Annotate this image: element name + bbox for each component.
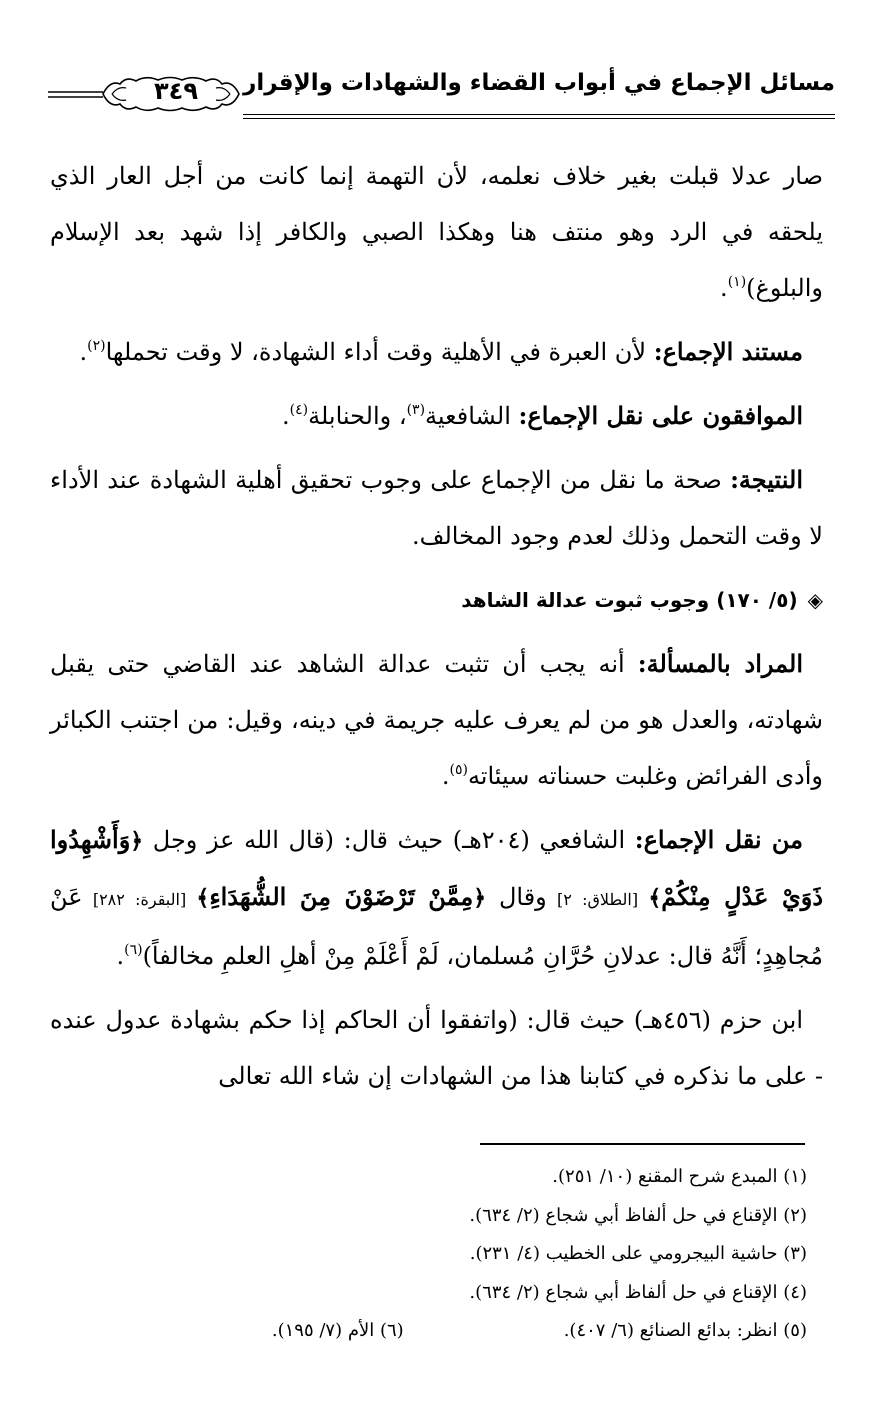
paragraph-text: الشافعي (٢٠٤هـ) حيث قال: (قال الله عز وجل — [143, 826, 635, 854]
quran-verse: وَأَشْهِدُوا ذَوَيْ عَدْلٍ مِنْكُمْ — [50, 825, 823, 911]
footnote-4: (٤) الإقناع في حل ألفاظ أبي شجاع (٢/ ٦٣٤). — [469, 1281, 807, 1303]
verse-reference: [الطلاق: ٢] — [546, 890, 649, 909]
paragraph-text: صحة ما نقل من الإجماع على وجوب تحقيق أهلية الشهادة عند الأداء لا وقت التحمل وذلك لعدم وجود المخالف. — [50, 466, 823, 550]
footnote-6: (٦) الأم (٧/ ١٩٥). — [271, 1320, 404, 1341]
footnote-ref: (٢) — [87, 338, 106, 354]
paragraph-text: أنه يجب أن تثبت عدالة الشاهد عند القاضي حتى يقبل شهادته، والعدل هو من لم يعرف عليه جريمة في دينه، وقيل: من اجتنب الكبائر وأدى الفرائض وغلبت حسناته سيئاته — [50, 650, 823, 790]
page-number-box — [48, 72, 253, 116]
paragraph-agreeing — [50, 388, 823, 444]
footnote-5: (٥) انظر: بدائع الصنائع (٦/ ٤٠٧). — [563, 1320, 807, 1341]
footnote-separator — [480, 1143, 805, 1145]
footnote-ref: (١) — [727, 274, 747, 290]
main-text — [50, 148, 823, 1112]
page-number: ٣٤٩ — [154, 77, 198, 105]
paragraph-text: عَنْ مُجاهِدٍ؛ أَنَّهُ قال: عدلانِ حُرَّانِ مُسلمان، لَمْ أَعْلَمْ مِنْ أهلِ العلمِ مخالفاً) — [50, 883, 823, 970]
paragraph-text: الشافعية — [425, 402, 519, 430]
paragraph-transmitters — [50, 812, 823, 984]
paragraph-text: ابن حزم (٤٥٦هـ) حيث قال: (واتفقوا أن الحاكم إذا حكم بشهادة عدول عنده - على ما نذكره في كتابنا هذا من الشهادات إن شاء الله تعالى — [50, 1006, 823, 1090]
running-title: مسائل الإجماع في أبواب القضاء والشهادات والإقرار — [243, 70, 835, 96]
page-header — [48, 66, 835, 122]
ornate-bracket-open-icon: ﴿ — [130, 828, 144, 854]
term-label: مستند الإجماع: — [653, 337, 803, 366]
ornate-bracket-close-icon: ﴾ — [196, 885, 210, 911]
footnote-1: (١) المبدع شرح المقنع (١٠/ ٢٥١). — [552, 1166, 807, 1187]
term-label: من نقل الإجماع: — [634, 825, 804, 854]
paragraph-continuation — [50, 148, 823, 316]
footnote-ref: (٥) — [449, 762, 468, 778]
punctuation: . — [441, 762, 450, 790]
paragraph-text: ، والحنابلة — [308, 402, 407, 430]
term-label: الموافقون على نقل الإجماع: — [518, 401, 803, 430]
punctuation: . — [116, 942, 125, 970]
section-title: (٥/ ١٧٠) وجوب ثبوت عدالة الشاهد — [461, 588, 798, 612]
term-label: المراد بالمسألة: — [637, 649, 803, 678]
punctuation: . — [281, 402, 290, 430]
punctuation: . — [720, 274, 728, 302]
diamond-bullet-icon: ◈ — [807, 588, 823, 612]
footnote-row — [50, 1312, 807, 1351]
footnotes — [50, 1158, 807, 1351]
term-label: النتيجة: — [730, 465, 803, 494]
ornate-bracket-open-icon: ﴿ — [473, 885, 487, 911]
paragraph-text: لأن العبرة في الأهلية وقت أداء الشهادة، لا وقت تحملها — [105, 338, 654, 366]
paragraph-text: وقال — [486, 883, 547, 911]
ornate-bracket-close-icon: ﴾ — [648, 885, 662, 911]
footnote-ref: (٤) — [289, 402, 309, 418]
footnote-2: (٢) الإقناع في حل ألفاظ أبي شجاع (٢/ ٦٣٤). — [469, 1204, 807, 1226]
paragraph-basis — [50, 324, 823, 380]
quran-verse: مِمَّنْ تَرْضَوْنَ مِنَ الشُّهَدَاءِ — [209, 882, 474, 911]
verse-reference: [البقرة: ٢٨٢] — [82, 890, 197, 909]
punctuation: . — [79, 338, 88, 366]
paragraph-text: صار عدلا قبلت بغير خلاف نعلمه، لأن التهمة إنما كانت من أجل العار الذي يلحقه في الرد وهو منتف هنا وهكذا الصبي والكافر إذا شهد بعد الإسلام والبلوغ) — [50, 162, 823, 302]
paragraph-ibn-hazm — [50, 992, 823, 1104]
header-rule-top — [243, 114, 835, 115]
paragraph-meaning — [50, 636, 823, 804]
section-heading — [50, 572, 823, 628]
paragraph-result — [50, 452, 823, 564]
footnote-ref: (٦) — [124, 942, 143, 958]
footnote-ref: (٣) — [406, 402, 426, 418]
header-rule-bottom — [243, 118, 835, 119]
footnote-3: (٣) حاشية البيجرومي على الخطيب (٤/ ٢٣١). — [469, 1243, 807, 1264]
